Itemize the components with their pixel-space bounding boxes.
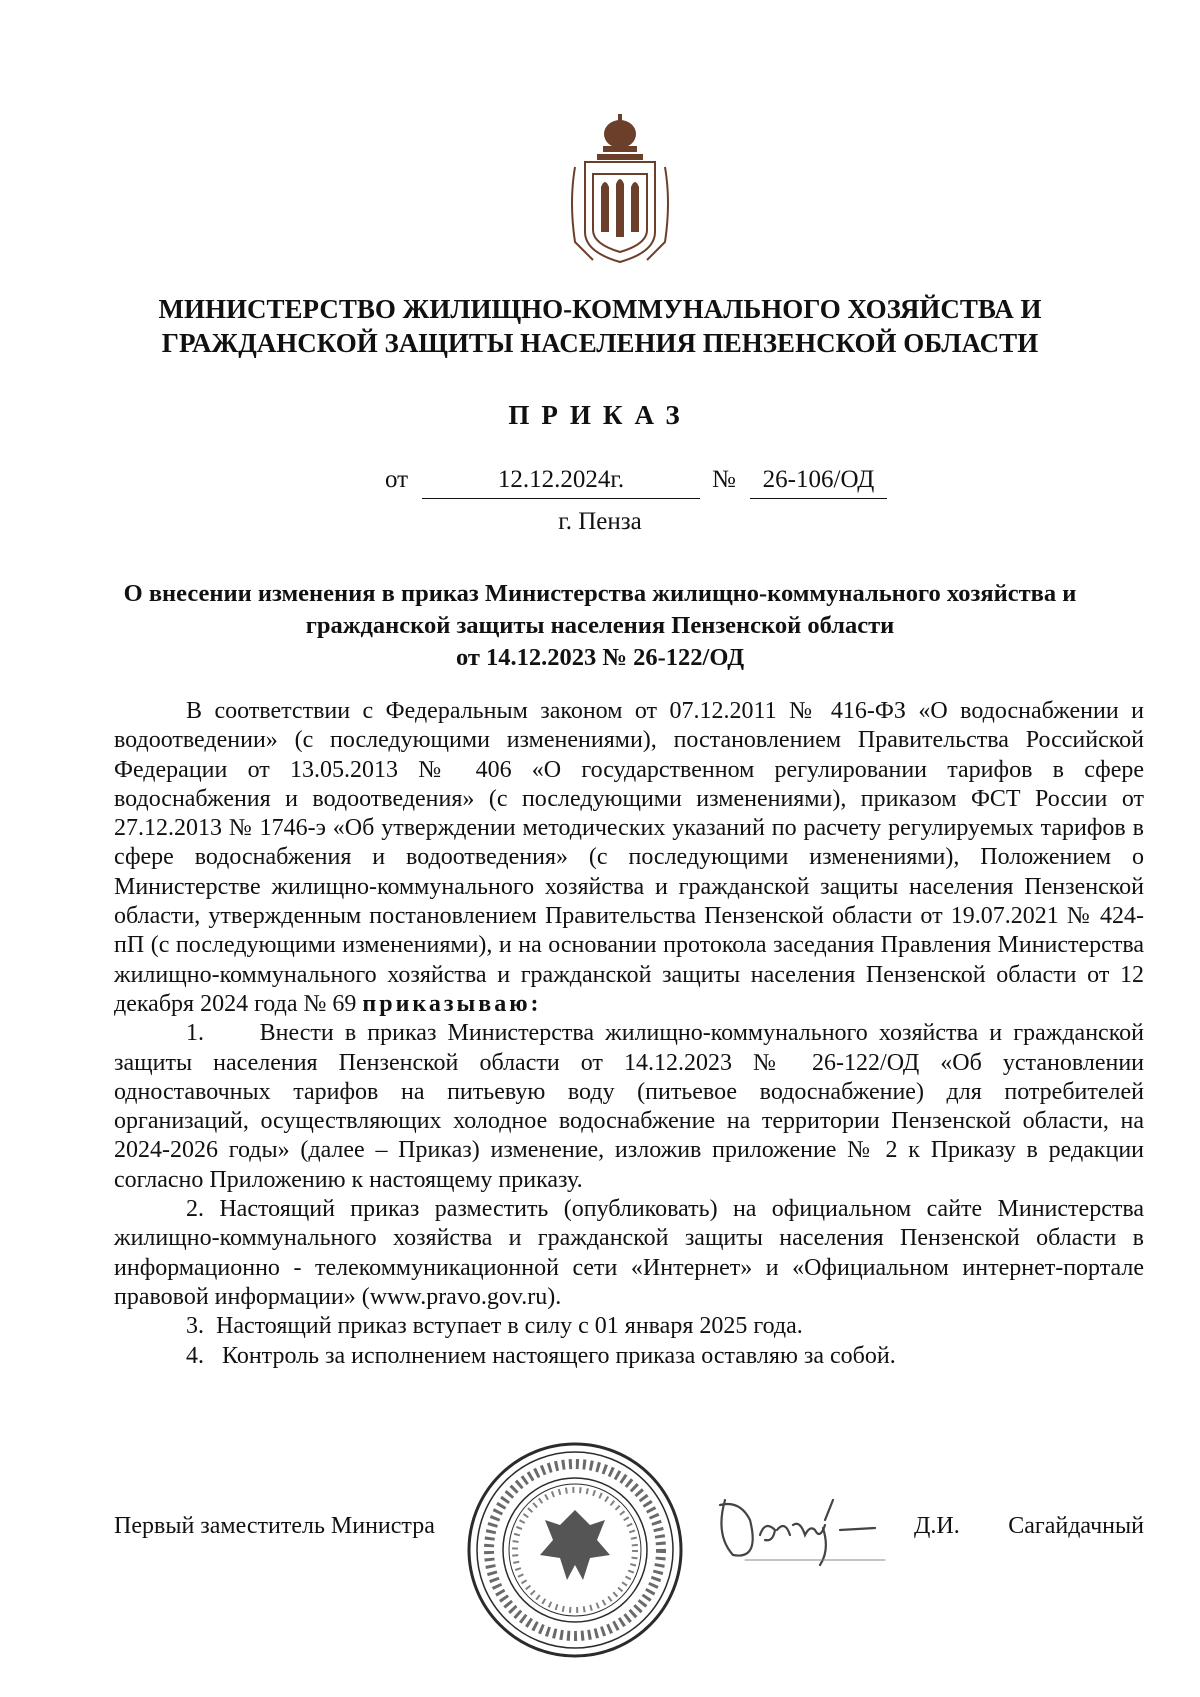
number-label: № bbox=[712, 466, 736, 493]
item-4: 4. Контроль за исполнением настоящего приказа оставляю за собой. bbox=[186, 1342, 896, 1369]
document-subject bbox=[100, 578, 1100, 674]
signatory-position: Первый заместитель Министра bbox=[114, 1513, 435, 1539]
preamble-paragraph bbox=[114, 697, 1144, 1019]
ministry-name-line-1: МИНИСТЕРСТВО ЖИЛИЩНО-КОММУНАЛЬНОГО ХОЗЯЙСТВА И bbox=[158, 294, 1042, 324]
from-label: от bbox=[385, 466, 409, 493]
document-body bbox=[114, 697, 1144, 1371]
coat-of-arms-icon bbox=[565, 112, 675, 264]
item-2: 2. Настоящий приказ разместить (опубликовать) на официальном сайте Министерства жилищно-коммунального хозяйства и гражданской защиты населения Пензенской области в информационно - телекоммуникационной сети «Интернет» и «Официальном интернет-портале правовой информации» (www.pravo.gov.ru). bbox=[114, 1196, 1144, 1310]
signatory-initials: Д.И. bbox=[914, 1513, 960, 1539]
signature-block bbox=[114, 1513, 1144, 1553]
ministry-name-line-2: ГРАЖДАНСКОЙ ЗАЩИТЫ НАСЕЛЕНИЯ ПЕНЗЕНСКОЙ ОБЛАСТИ bbox=[161, 328, 1039, 358]
subject-line-3: от 14.12.2023 № 26-122/ОД bbox=[455, 644, 745, 671]
order-word: приказываю: bbox=[362, 990, 542, 1017]
city: г. Пенза bbox=[558, 508, 642, 535]
document-type: ПРИКАЗ bbox=[508, 400, 692, 430]
document-date: 12.12.2024г. bbox=[422, 466, 700, 499]
item-1: 1. Внести в приказ Министерства жилищно-коммунального хозяйства и гражданской защиты населения Пензенской области от 14.12.2023 № 26-122/ОД «Об установлении одноставочных тарифов на питьевую воду (питьевое водоснабжение) для потребителей организаций, осуществляющих холодное водоснабжение на территории Пензенской области, на 2024-2026 годы» (далее – Приказ) изменение, изложив приложение № 2 к Приказу в редакции согласно Приложению к настоящему приказу. bbox=[114, 1020, 1144, 1193]
subject-line-2: гражданской защиты населения Пензенской области bbox=[305, 612, 895, 639]
subject-line-1: О внесении изменения в приказ Министерства жилищно-коммунального хозяйства и bbox=[123, 580, 1077, 607]
document-number: 26-106/ОД bbox=[750, 466, 887, 499]
signatory-surname: Сагайдачный bbox=[1008, 1513, 1144, 1539]
ministry-name bbox=[0, 292, 1200, 360]
item-3: 3. Настоящий приказ вступает в силу с 01 января 2025 года. bbox=[186, 1313, 803, 1340]
preamble-text: В соответствии с Федеральным законом от 07.12.2011 № 416-ФЗ «О водоснабжении и водоотведении» (с последующими изменениями), постановлением Правительства Российской Федерации от 13.05.2013 № 406 «О государственном регулировании тарифов в сфере водоснабжения и водоотведения» (с последующими изменениями), приказом ФСТ России от 27.12.2013 № 1746-э «Об утверждении методических указаний по расчету регулируемых тарифов в сфере водоснабжения и водоотведения» (с последующими изменениями), Положением о Министерстве жилищно-коммунального хозяйства и гражданской защиты населения Пензенской области, утвержденным постановлением Правительства Пензенской области от 19.07.2021 № 424-пП (с последующими изменениями), и на основании протокола заседания Правления Министерства жилищно-коммунального хозяйства и гражданской защиты населения Пензенской области от 12 декабря 2024 года № 69 bbox=[114, 698, 1144, 1017]
